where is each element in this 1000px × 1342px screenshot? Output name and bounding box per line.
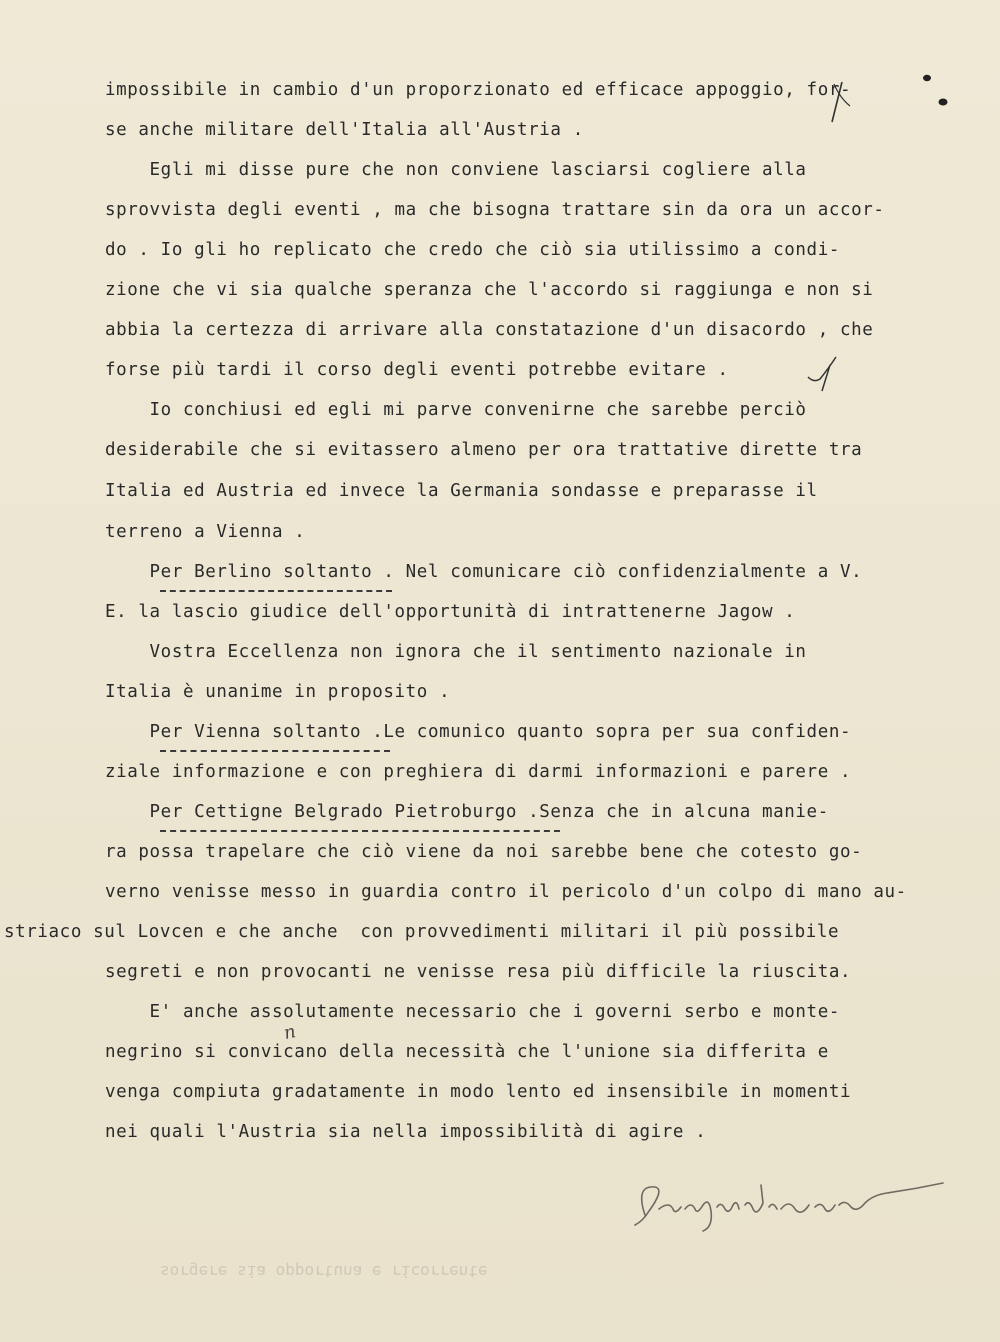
text-line-8: forse più tardi il corso degli eventi potrebbe evitare . [105,360,729,380]
handwritten-insertion: n [281,1021,298,1044]
text-line-7: abbia la certezza di arrivare alla constatazione d'un disacordo , che [105,320,874,340]
text-line-26: venga compiuta gradatamente in modo lento ed insensibile in momenti [105,1082,852,1102]
text-line-2: se anche militare dell'Italia all'Austria . [105,120,584,140]
text-line-22: striaco sul Lovcen e che anche con provvedimenti militari il più possibile [4,922,840,942]
text-line-14: E. la lascio giudice dell'opportunità di intrattenerne Jagow . [105,602,796,622]
ink-blot-marks [918,70,954,114]
text-line-19: Per Cettigne Belgrado Pietroburgo .Senza che in alcuna manie- [105,802,829,822]
text-line-17: Per Vienna soltanto .Le comunico quanto sopra per sua confiden- [105,722,852,742]
text-line-11: Italia ed Austria ed invece la Germania sondasse e preparasse il [105,481,818,501]
text-line-16: Italia è unanime in proposito . [105,682,451,702]
text-line-27: nei quali l'Austria sia nella impossibilità di agire . [105,1122,707,1142]
signature [625,1175,955,1235]
text-line-13: Per Berlino soltanto . Nel comunicare ciò confidenzialmente a V. [105,562,863,582]
text-line-20: ra possa trapelare che ciò viene da noi sarebbe bene che cotesto go- [105,842,863,862]
text-line-15: Vostra Eccellenza non ignora che il sentimento nazionale in [105,642,807,662]
text-line-21: verno venisse messo in guardia contro il pericolo d'un colpo di mano au- [105,882,907,902]
text-line-6: zione che vi sia qualche speranza che l'accordo si raggiunga e non si [105,280,874,300]
underline-cettigne [160,830,560,832]
text-line-23: segreti e non provocanti ne venisse resa più difficile la riuscita. [105,962,852,982]
text-line-4: sprovvista degli eventi , ma che bisogna trattare sin da ora un accor- [105,200,885,220]
text-line-18: ziale informazione e con preghiera di darmi informazioni e parere . [105,762,852,782]
text-line-5: do . Io gli ho replicato che credo che ciò sia utilissimo a condi- [105,240,840,260]
underline-vienna [160,750,390,752]
text-line-9: Io conchiusi ed egli mi parve convenirne che sarebbe perciò [105,400,807,420]
underline-berlino [160,590,392,592]
pen-slash-mark [820,78,860,128]
text-line-12: terreno a Vienna . [105,522,306,542]
text-line-3: Egli mi disse pure che non conviene lasciarsi cogliere alla [105,160,807,180]
check-mark [800,355,850,395]
text-line-25: negrino si convicano della necessità che l'unione sia differita e [105,1042,829,1062]
show-through-text: sorgere sia opportuna e ricorrente [160,1262,488,1281]
text-line-1: impossibile in cambio d'un proporzionato ed efficace appoggio, for- [105,80,852,100]
text-line-24: E' anche assolutamente necessario che i governi serbo e monte- [105,1002,840,1022]
text-line-10: desiderabile che si evitassero almeno per ora trattative dirette tra [105,440,863,460]
